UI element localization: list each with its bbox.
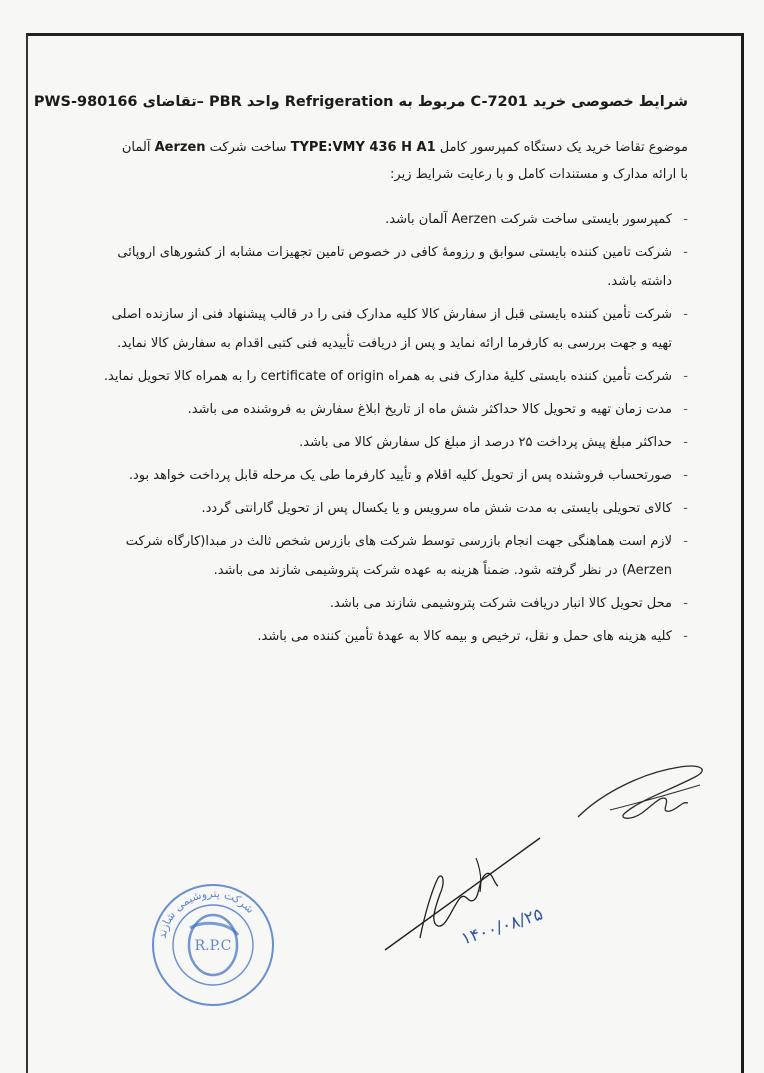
condition-item: - شرکت تامین کننده بایستی سوابق و رزومهٔ کافی در خصوص تامین تجهیزات مشابه از کشورهای اروپائی داشته باشد. (117, 245, 688, 289)
document-body (33, 90, 688, 655)
condition-item: - مدت زمان تهیه و تحویل کالا حداکثر شش ماه از تاریخ ابلاغ سفارش به فروشنده می باشد. (187, 402, 688, 417)
condition-item: - صورتحساب فروشنده پس از تحویل کلیه اقلام و تأیید کارفرما طی یک مرحله قابل پرداخت خواهد بود. (128, 468, 688, 483)
condition-item: - کمپرسور بایستی ساخت شرکت Aerzen آلمان باشد. (385, 212, 688, 227)
company-stamp (148, 880, 278, 1010)
stamp-ring-text: شرکت پتروشیمی شازند (155, 886, 257, 940)
condition-item: - شرکت تأمین کننده بایستی کلیهٔ مدارک فنی به همراه certificate of origin را به همراه کالا تحویل نماید. (103, 369, 688, 384)
signature-upper-right (570, 755, 720, 835)
stamp-center-text: R.P.C (194, 938, 232, 954)
intro-line-1: موضوع تقاضا خرید یک دستگاه کمپرسور کامل TYPE:VMY 436 H A1 ساخت شرکت Aerzen آلمان (121, 140, 688, 155)
condition-item: - حداکثر مبلغ پیش پرداخت ۲۵ درصد از مبلغ کل سفارش کالا می باشد. (299, 435, 688, 450)
document-title: شرایط خصوصی خرید C-7201 مربوط به Refrigeration واحد PBR –تقاضای PWS-980166 (33, 94, 688, 110)
condition-item: - شرکت تأمین کننده بایستی قبل از سفارش کالا کلیه مدارک فنی را در قالب پیشنهاد فنی از سازنده اصلی تهیه و جهت بررسی به کارفرما ارائه نماید و پس از دریافت تأییدیه فنی کتبی اقدام به سفارش کالا نماید. (111, 307, 688, 351)
intro-paragraph (88, 134, 688, 188)
condition-item: - کالای تحویلی بایستی به مدت شش ماه سرویس و یا یکسال پس از تحویل گارانتی گردد. (201, 501, 688, 516)
intro-line-2: با ارائه مدارک و مستندات کامل و با رعایت شرایط زیر: (390, 167, 688, 182)
handwritten-date: ۱۴۰۰/۰۸/۲۵ (458, 904, 546, 950)
condition-item: - کلیه هزینه های حمل و نقل، ترخیص و بیمه کالا به عهدهٔ تأمین کننده می باشد. (257, 629, 688, 644)
condition-item: - محل تحویل کالا انبار دریافت شرکت پتروشیمی شازند می باشد. (329, 596, 688, 611)
conditions-list (88, 205, 688, 651)
condition-item: - لازم است هماهنگی جهت انجام بازرسی توسط شرکت های بازرس شخص ثالث در مبدا(کارگاه شرکت Aerzen) در نظر گرفته شود. ضمناً هزینه به عهده شرکت پتروشیمی شازند می باشد. (125, 534, 688, 578)
